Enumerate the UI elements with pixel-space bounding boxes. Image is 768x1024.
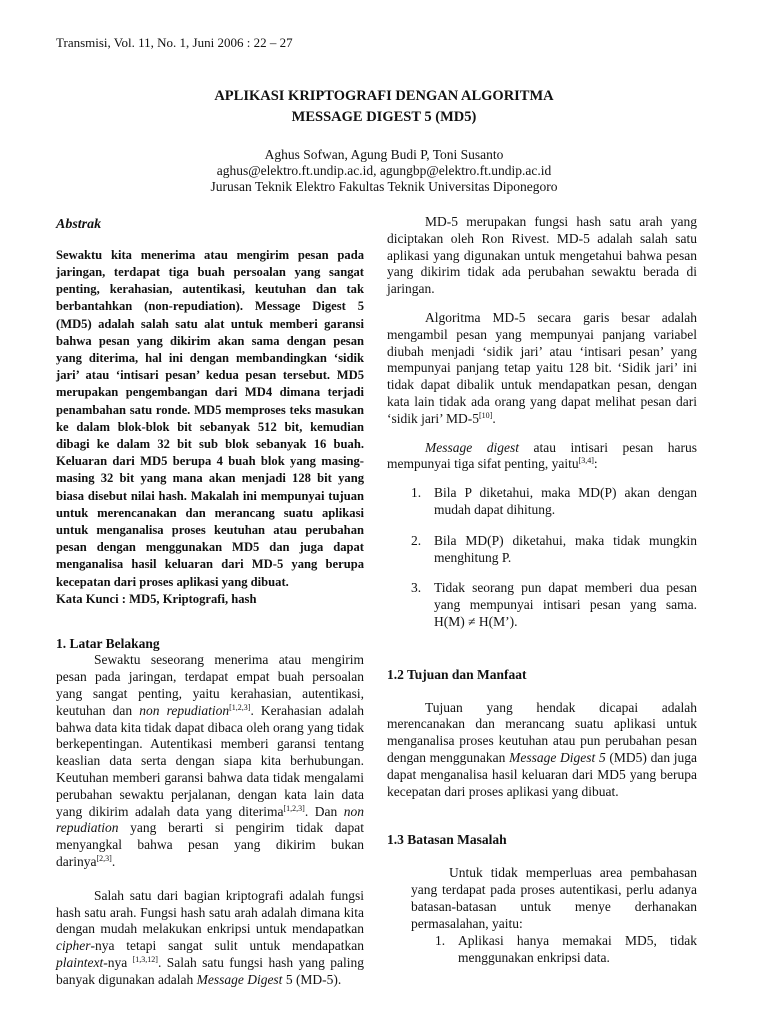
author-block	[0, 147, 768, 195]
author-emails: aghus@elektro.ft.undip.ac.id, agungbp@elektro.ft.undip.ac.id	[216, 163, 552, 178]
title-line-1: APLIKASI KRIPTOGRAFI DENGAN ALGORITMA	[214, 88, 554, 104]
right-paragraph-2: Algoritma MD-5 secara garis besar adalah mengambil pesan yang mempunyai panjang variabel diubah menjadi ‘sidik jari’ atau ‘intisari pesan’ yang mempunyai panjang tetap yaitu 128 bit. ‘Sidik jari’ ini tidak dapat dibalik untuk mendapatkan pesan, dengan kata lain tidak ada orang yang dapat melihat pesan dari ‘sidik jari’ MD-5[10].	[387, 309, 697, 426]
section13-paragraph: Untuk tidak memperluas area pembahasan yang terdapat pada proses autentikasi, perlu adanya batasan-batasan untuk menye derhanakan permasalahan, yaitu:	[411, 865, 697, 931]
citation: [1,2,3]	[283, 803, 305, 813]
paper-title	[0, 86, 768, 128]
section1-paragraph-1: Sewaktu seseorang menerima atau mengirim pesan pada jaringan, terdapat empat buah persoalan yang sangat penting, yaitu kerahasian, autentikasi, keutuhan dan non repudiation[1,2,3]. Kerahasian adalah bahwa data kita tidak dapat dibaca oleh orang yang tidak berkepentingan. Autentikasi memberi garansi tentang keaslian data serta dengan siapa kita berhubungan. Keutuhan memberi garansi bahwa data tidak mengalami perubahan sewaktu perjalanan, dengan kata lain data yang dikirim adalah data yang diterima[1,2,3]. Dan non repudiation yang berarti si pengirim tidak dapat menyangkal bahwa pesan yang dikirim bukan darinya[2,3].	[56, 652, 364, 870]
list-item: 2. Bila MD(P) diketahui, maka tidak mungkin menghitung P.	[411, 532, 697, 565]
section-heading-1: 1. Latar Belakang	[56, 635, 160, 651]
abstract-heading: Abstrak	[56, 217, 102, 232]
section13-body	[387, 865, 697, 967]
properties-list	[387, 485, 697, 631]
citation: [3,4]	[578, 456, 594, 466]
section-heading-1-3: 1.3 Batasan Masalah	[387, 832, 507, 848]
title-line-2: MESSAGE DIGEST 5 (MD5)	[291, 109, 477, 125]
citation: [1,2,3]	[229, 702, 251, 712]
keywords: Kata Kunci : MD5, Kriptografi, hash	[56, 591, 257, 606]
list-item: 3. Tidak seorang pun dapat memberi dua pesan yang mempunyai intisari pesan yang sama. H(M) ≠ H(M’).	[411, 580, 697, 629]
list-item: 1. Aplikasi hanya memakai MD5, tidak menggunakan enkripsi data.	[435, 933, 697, 966]
citation: [2,3]	[96, 854, 112, 864]
limits-list	[411, 933, 697, 967]
right-paragraph-1: MD-5 merupakan fungsi hash satu arah yang diciptakan oleh Ron Rivest. MD-5 adalah salah satu aplikasi yang digunakan untuk mengetahui bahwa pesan yang dikirim tidak ada perubahan sewaktu berada di jaringan.	[387, 214, 697, 297]
citation: [1,3,12]	[132, 955, 158, 964]
author-names: Aghus Sofwan, Agung Budi P, Toni Susanto	[264, 147, 504, 162]
section1-paragraph-2: Salah satu dari bagian kriptografi adalah fungsi hash satu arah. Fungsi hash satu arah adalah dimana kita dengan mudah melakukan enkripsi untuk mendapatkan cipher-nya tetapi sangat sulit untuk mendapatkan plaintext-nya [1,3,12]. Salah satu fungsi hash yang paling banyak digunakan adalah Message Digest 5 (MD-5).	[56, 887, 364, 987]
right-column	[387, 214, 697, 981]
right-paragraph-3: Message digest atau intisari pesan harus mempunyai tiga sifat penting, yaitu[3,4]:	[387, 439, 697, 472]
author-affiliation: Jurusan Teknik Elektro Fakultas Teknik Universitas Diponegoro	[210, 179, 558, 194]
journal-header: Transmisi, Vol. 11, No. 1, Juni 2006 : 22 – 27	[56, 35, 293, 50]
left-column	[56, 214, 364, 989]
section-heading-1-2: 1.2 Tujuan dan Manfaat	[387, 666, 527, 682]
list-item: 1. Bila P diketahui, maka MD(P) akan dengan mudah dapat dihitung.	[411, 485, 697, 517]
section12-paragraph: Tujuan yang hendak dicapai adalah merencanakan dan merancang suatu aplikasi untuk menganalisa proses keutuhan atau pun perubahan pesan dengan menggunakan Message Digest 5 (MD5) dan juga dapat menganalisa hasil keluaran dari MD5 yang berupa kecepatan dari proses aplikasi yang dibuat.	[387, 699, 697, 799]
abstract-text: Sewaktu kita menerima atau mengirim pesan pada jaringan, terdapat tiga buah persoalan yang sangat penting, kerahasian, autentikasi, keutuhan dan tak berbantahkan (non-repudiation). Message Digest 5 (MD5) adalah salah satu alat untuk memberi garansi bahwa pesan yang dikirim akan sama dengan pesan yang diterima, hal ini dengan membandingkan ‘sidik jari’ atau ‘intisari pesan’ kedua pesan tersebut. MD5 merupakan pengembangan dari MD4 dimana terjadi penambahan satu ronde. MD5 memproses teks masukan ke dalam blok-blok bit sebanyak 512 bit, kemudian dibagi ke dalam 32 bit sub blok sebanyak 16 buah. Keluaran dari MD5 berupa 4 buah blok yang masing-masing 32 bit yang mana akan menjadi 128 bit yang biasa disebut nilai hash. Makalah ini mempunyai tujuan untuk merencanakan dan merancang suatu aplikasi untuk menganalisa proses keutuhan atau perubahan pesan dengan menggunakan MD5 dan juga dapat menganalisa hasil keluaran dari MD-5 yang berupa kecepatan dari proses aplikasi yang dibuat.	[56, 247, 364, 589]
citation: [10]	[478, 410, 493, 420]
